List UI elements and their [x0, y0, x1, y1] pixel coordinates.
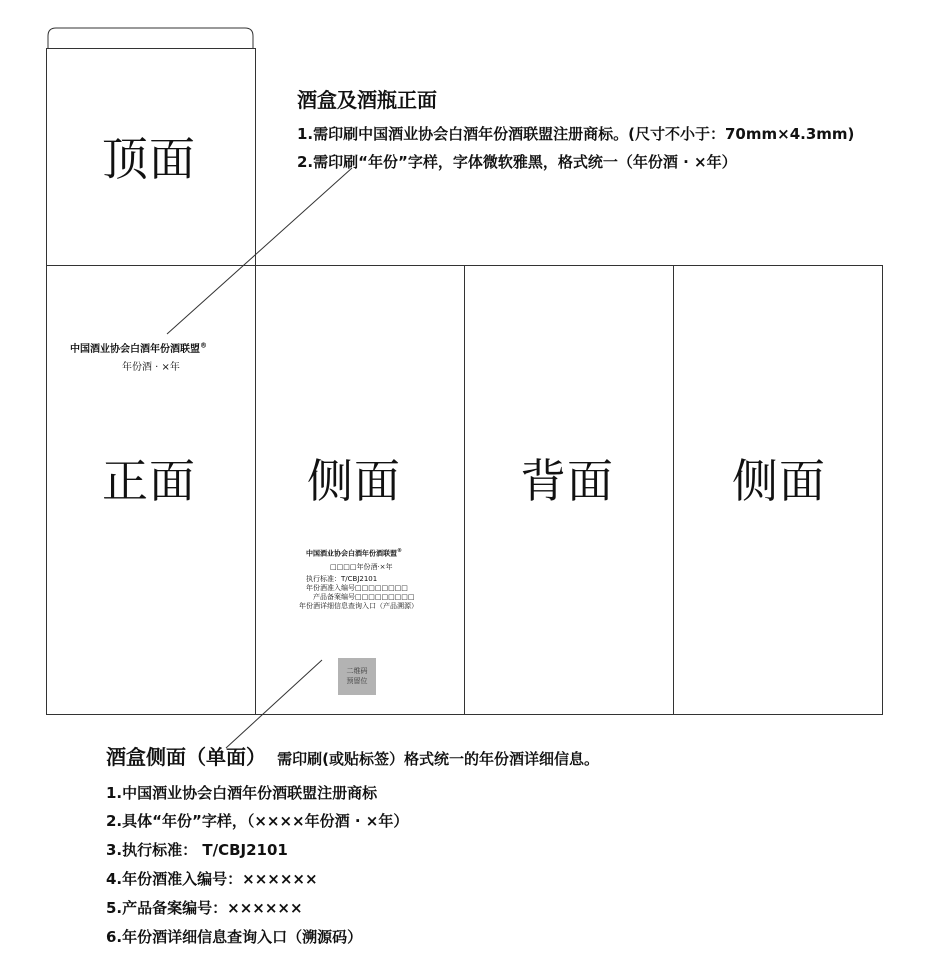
leader-line-front	[167, 168, 352, 334]
side-left-panel-label: 侧面	[307, 454, 401, 508]
side-section-item: 3.执行标准： T/CBJ2101	[106, 841, 288, 859]
side-section-item: 4.年份酒准入编号：××××××	[106, 870, 318, 888]
side-section-item: 2.具体“年份”字样，（××××年份酒 · ×年）	[106, 812, 409, 830]
back-panel-label: 背面	[520, 454, 614, 508]
front-section-item: 1.需印刷中国酒业协会白酒年份酒联盟注册商标。(尺寸不小于：70mm×4.3mm)	[297, 125, 855, 143]
front-section-title: 酒盒及酒瓶正面	[297, 88, 437, 112]
side-label-line: □□□□年份酒·×年	[330, 563, 393, 571]
side-section-title: 酒盒侧面（单面）	[106, 745, 266, 769]
side-label-line: 年份酒准入编号□□□□□□□□	[306, 584, 408, 592]
side-right-panel-label: 侧面	[732, 454, 826, 508]
front-section-item: 2.需印刷“年份”字样，字体微软雅黑，格式统一（年份酒 · ×年）	[297, 153, 737, 171]
side-section-subtitle: 需印刷(或贴标签）格式统一的年份酒详细信息。	[277, 750, 599, 768]
top-panel-label: 顶面	[102, 132, 196, 186]
qr-placeholder-text: 预留位	[346, 677, 368, 685]
side-brand-text: 中国酒业协会白酒年份酒联盟	[306, 549, 397, 558]
registered-mark: ®	[397, 548, 402, 554]
front-brand-text: 中国酒业协会白酒年份酒联盟	[70, 344, 200, 355]
side-section-item: 5.产品备案编号：××××××	[106, 899, 303, 917]
side-section-item: 1.中国酒业协会白酒年份酒联盟注册商标	[106, 784, 378, 802]
side-label-line: 年份酒详细信息查询入口（产品溯源）	[299, 602, 418, 610]
front-label-year: 年份酒 · ×年	[122, 362, 180, 373]
registered-mark: ®	[200, 341, 207, 350]
side-section-header	[106, 741, 599, 770]
front-panel-label: 正面	[102, 454, 196, 508]
side-section-item: 6.年份酒详细信息查询入口（溯源码）	[106, 928, 363, 946]
qr-placeholder-text: 二维码	[346, 667, 368, 675]
side-label-line: 执行标准：T/CBJ2101	[306, 575, 378, 583]
side-label-line: 产品备案编号□□□□□□□□□	[313, 593, 415, 601]
leader-line-side	[226, 660, 322, 748]
